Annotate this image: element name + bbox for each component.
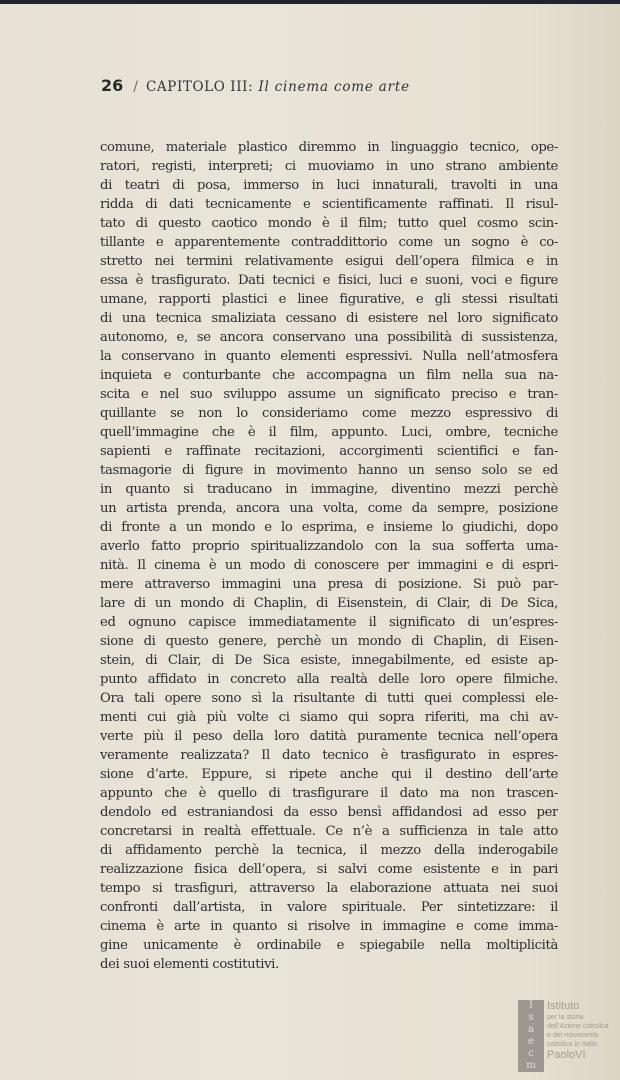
text-line: ridda di dati tecnicamente e scientificamente raffinati. Il risul- (100, 197, 558, 212)
text-line: averlo fatto proprio spiritualizzandolo con la sua sofferta uma- (100, 539, 558, 554)
text-line: tato di questo caotico mondo è il film; tutto quel cosmo scin- (100, 216, 558, 231)
chapter-label: CAPITOLO III: (145, 79, 254, 95)
running-header (101, 76, 410, 97)
text-line: tillante e apparentemente contraddittorio come un sogno è co- (100, 235, 558, 250)
text-line: dei suoi elementi costitutivi. (100, 957, 279, 972)
logo-line: per la storia (547, 1014, 584, 1021)
logo-line: PaoloVI (547, 1049, 586, 1061)
monogram-letter: a (528, 1024, 534, 1035)
text-line: sione di questo genere, perchè un mondo di Chaplin, di Eisen- (100, 634, 558, 649)
text-line: verte più il peso della loro datità puramente tecnica nell’opera (100, 729, 558, 744)
text-line: autonomo, e, se ancora conservano una possibilità di sussistenza, (100, 330, 558, 345)
logo-line: e del movimento (547, 1032, 599, 1039)
text-line: dendolo ed estraniandosi da esso bensì affidandosi ad esso per (100, 805, 558, 820)
text-line: la conservano in quanto elementi espressivi. Nulla nell’atmosfera (100, 349, 558, 364)
text-line: ed ognuno capisce immediatamente il significato di un’espres- (100, 615, 558, 630)
text-line: sapienti e raffinate recitazioni, accorgimenti scientifici e fan- (100, 444, 558, 459)
text-line: confronti dall’artista, in valore spirituale. Per sintetizzare: il (100, 900, 558, 915)
text-line: mere attraverso immagini una presa di posizione. Si può par- (100, 577, 558, 592)
text-line: sione d’arte. Eppure, si ripete anche qui il destino dell’arte (100, 767, 558, 782)
book-page (0, 4, 620, 1080)
logo-line: dell’Azione cattolica (547, 1023, 609, 1030)
text-line: umane, rapporti plastici e linee figurative, e gli stessi risultati (100, 292, 558, 307)
text-line: tasmagorie di figure in movimento hanno un senso solo se ed (100, 463, 558, 478)
text-line: di teatri di posa, immerso in luci innaturali, travolti in una (100, 178, 558, 193)
monogram-letter: I (529, 1000, 533, 1011)
chapter-title: Il cinema come arte (258, 79, 410, 95)
text-line: in quanto si traducano in immagine, diventino mezzi perchè (100, 482, 558, 497)
header-separator: / (133, 79, 138, 95)
text-line: scita e nel suo sviluppo assume un significato preciso e tran- (100, 387, 558, 402)
text-line: veramente realizzata? Il dato tecnico è trasfigurato in espres- (100, 748, 558, 763)
archive-watermark-logo (518, 1000, 620, 1080)
logo-text (547, 1000, 608, 1062)
monogram-letter: s (528, 1012, 534, 1023)
text-line: nità. Il cinema è un modo di conoscere per immagini e di espri- (100, 558, 558, 573)
text-line: stretto nei termini relativamente esigui dell’opera filmica e in (100, 254, 558, 269)
text-line: gine unicamente è ordinabile e spiegabile nella moltiplicità (100, 938, 558, 953)
text-line: essa è trasfigurato. Dati tecnici e fisici, luci e suoni, voci e figure (100, 273, 558, 288)
monogram-letter: m (526, 1060, 536, 1071)
text-line: di affidamento perchè la tecnica, il mezzo della inderogabile (100, 843, 558, 858)
page-number: 26 (101, 76, 124, 95)
text-line: stein, di Clair, di De Sica esiste, innegabilmente, ed esiste ap- (100, 653, 558, 668)
text-line: comune, materiale plastico diremmo in linguaggio tecnico, ope- (100, 140, 558, 155)
text-line: tempo si trasfiguri, attraverso la elaborazione attuata nei suoi (100, 881, 558, 896)
text-line: concretarsi in realtà effettuale. Ce n’è a sufficienza in tale atto (100, 824, 558, 839)
body-text (100, 138, 558, 974)
text-line: realizzazione fisica dell’opera, si salvi come esistente e in pari (100, 862, 558, 877)
text-line: di fronte a un mondo e lo esprima, e insieme lo giudichi, dopo (100, 520, 558, 535)
logo-line: Istituto (547, 1000, 580, 1012)
logo-monogram (518, 1000, 544, 1072)
text-line: Ora tali opere sono sì la risultante di tutti quei complessi ele- (100, 691, 558, 706)
monogram-letter: c (528, 1048, 534, 1059)
text-line: quell’immagine che è il film, appunto. Luci, ombre, tecniche (100, 425, 558, 440)
text-line: quillante se non lo consideriamo come mezzo espressivo di (100, 406, 558, 421)
logo-line: cattolico in Italia (547, 1041, 597, 1048)
text-line: ratori, registi, interpreti; ci muoviamo in uno strano ambiente (100, 159, 558, 174)
text-line: di una tecnica smaliziata cessano di esistere nel loro significato (100, 311, 558, 326)
text-line: appunto che è quello di trasfigurare il dato ma non trascen- (100, 786, 558, 801)
text-line: lare di un mondo di Chaplin, di Eisenstein, di Clair, di De Sica, (100, 596, 558, 611)
text-line: menti cui già più volte ci siamo qui sopra riferiti, ma chi av- (100, 710, 558, 725)
text-line: inquieta e conturbante che accompagna un film nella sua na- (100, 368, 558, 383)
text-line: cinema è arte in quanto si risolve in immagine e come imma- (100, 919, 558, 934)
text-line: punto affidato in concreto alla realtà delle loro opere filmiche. (100, 672, 558, 687)
monogram-letter: e (528, 1036, 534, 1047)
text-line: un artista prenda, ancora una volta, come da sempre, posizione (100, 501, 558, 516)
